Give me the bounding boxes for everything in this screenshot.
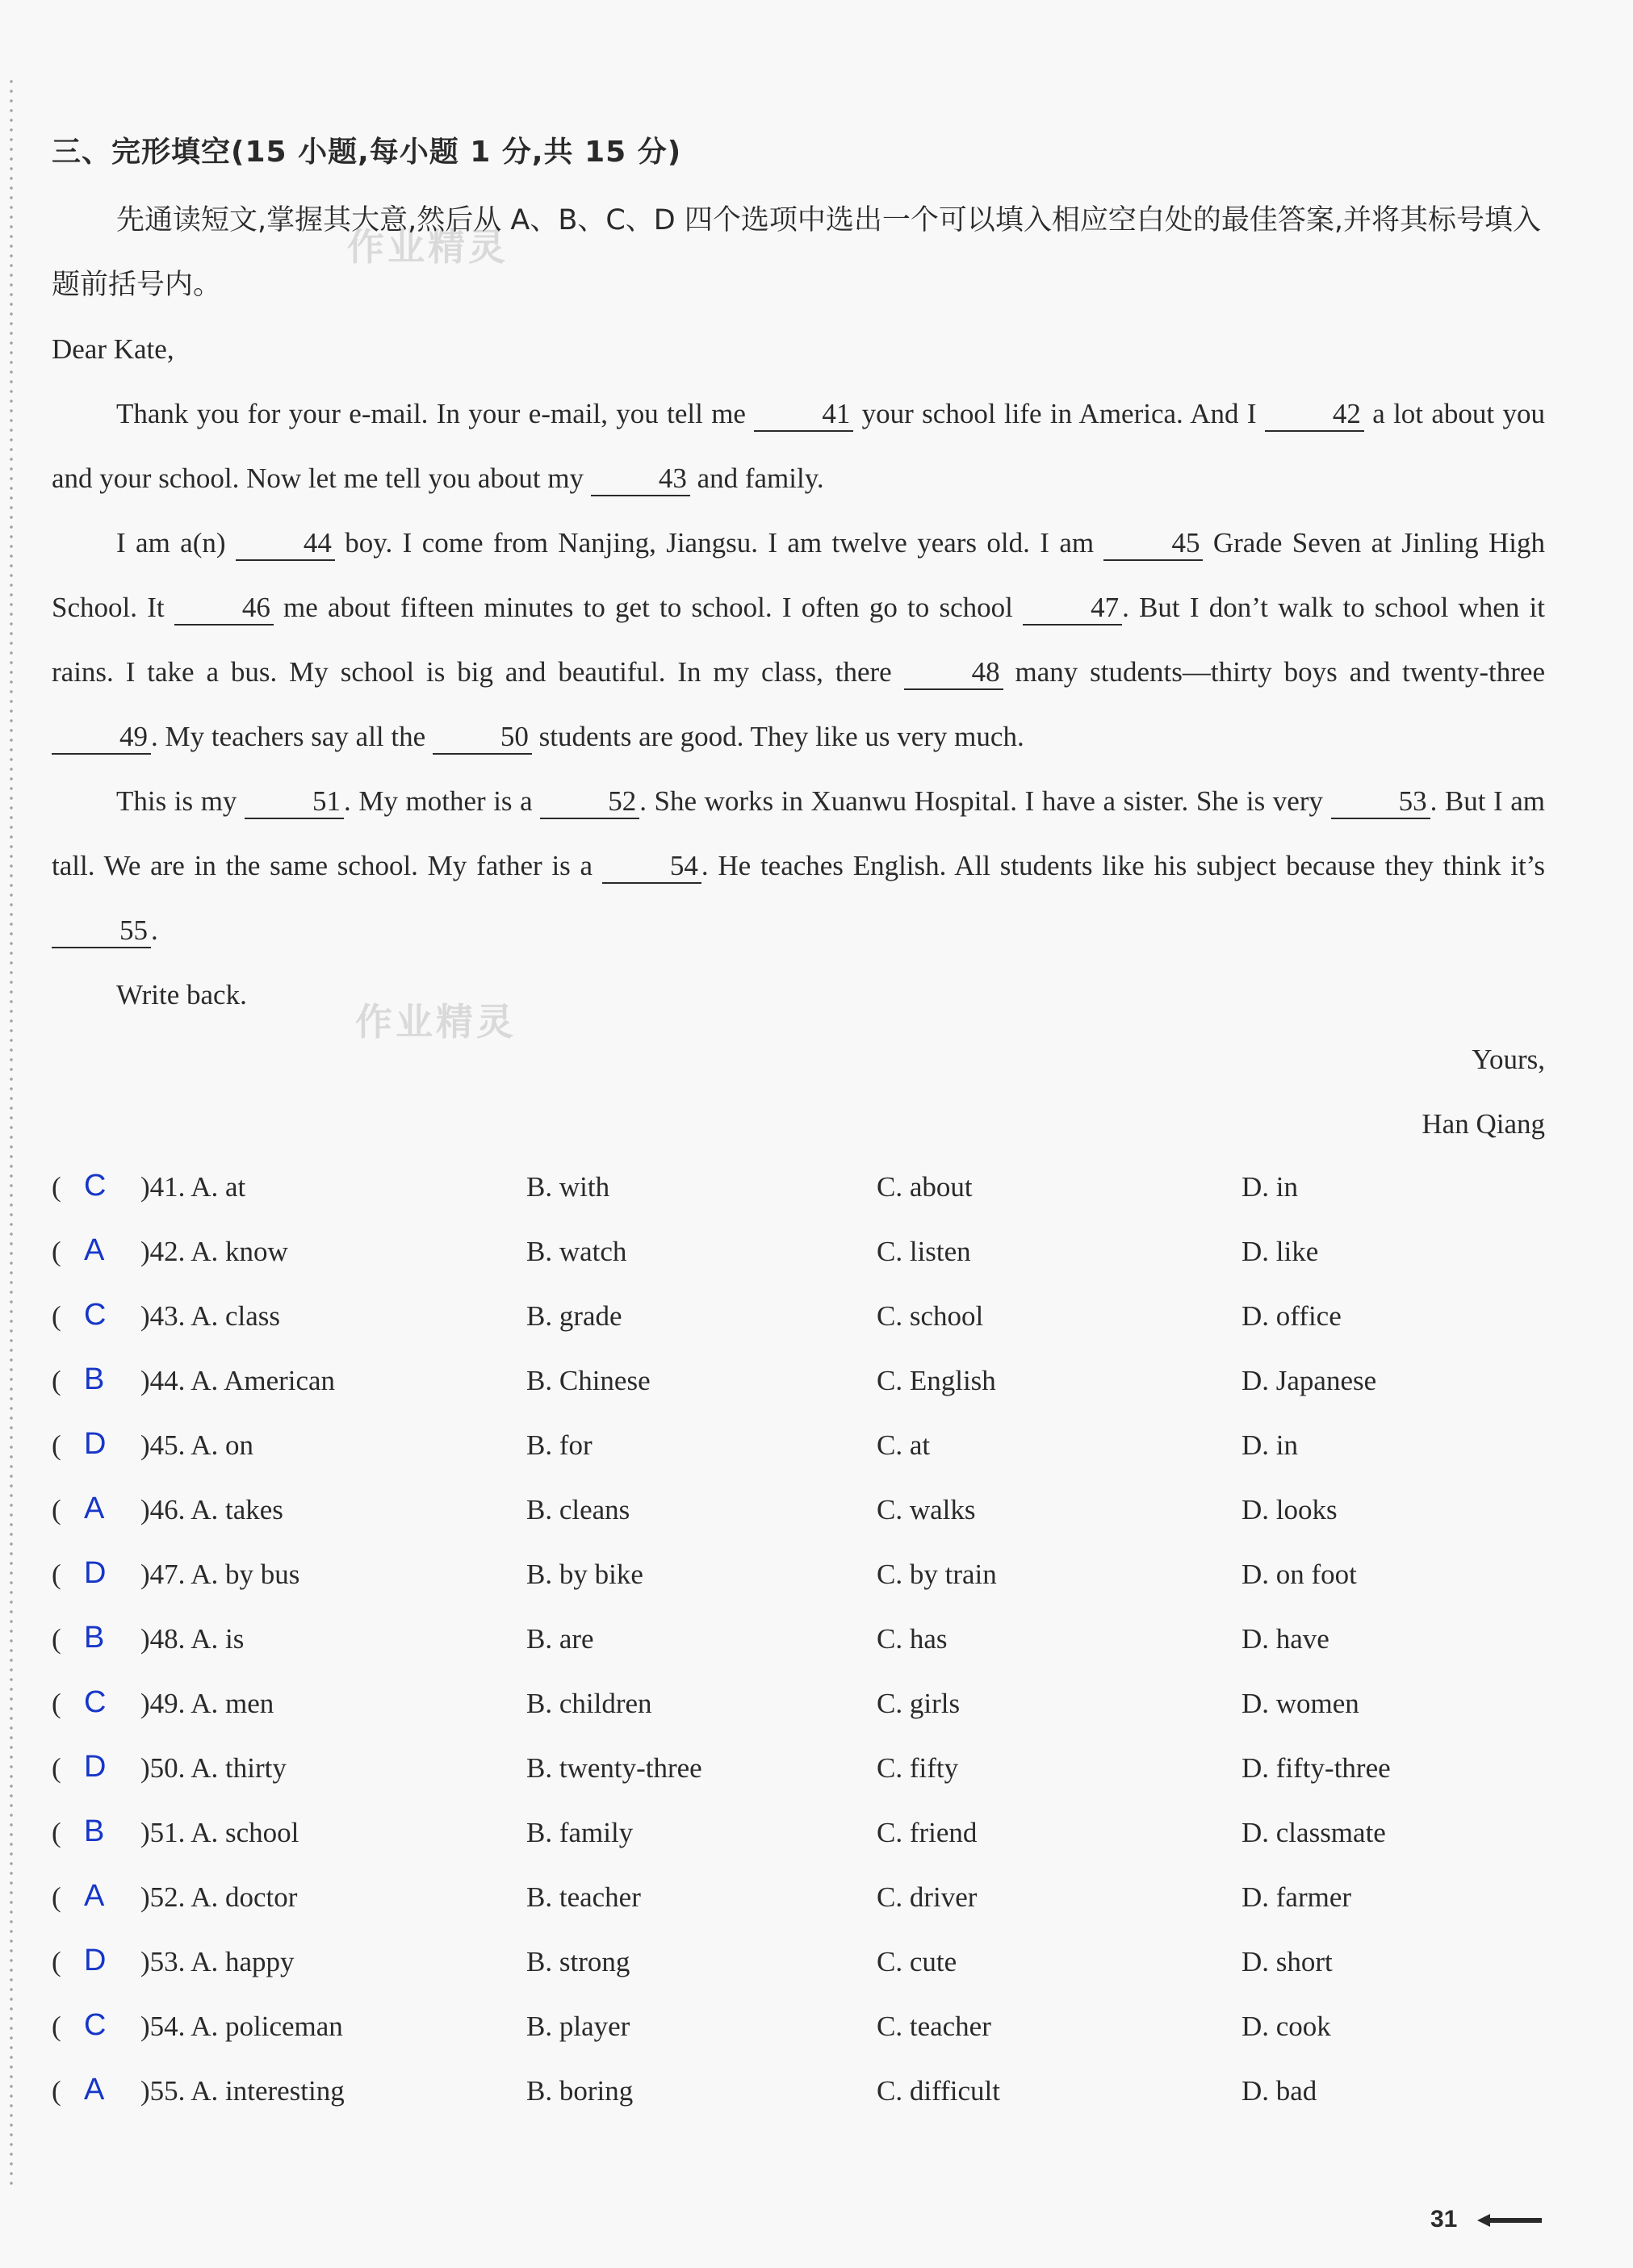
option-d: D. short	[1241, 1946, 1333, 1977]
answer-letter: B	[84, 1814, 105, 1848]
option-d: D. women	[1241, 1688, 1359, 1719]
option-a: )45. A. on	[140, 1429, 253, 1461]
letter-greeting: Dear Kate,	[52, 333, 174, 365]
question-list	[52, 1158, 1545, 2127]
answer-letter: C	[84, 2008, 107, 2042]
answer-letter: A	[84, 2073, 105, 2107]
option-b: B. cleans	[526, 1494, 630, 1525]
option-d: D. have	[1241, 1623, 1329, 1655]
answer-letter: D	[84, 1750, 107, 1784]
option-b: B. grade	[526, 1300, 622, 1332]
option-d: D. in	[1241, 1429, 1298, 1461]
option-d: D. Japanese	[1241, 1365, 1377, 1396]
option-c: C. English	[877, 1365, 996, 1396]
passage-text: me about fifteen minutes to get to school. I often go to school	[273, 592, 1024, 623]
question-row	[52, 1481, 1545, 1546]
blank-50: 50	[433, 721, 532, 755]
watermark: 作业精灵	[355, 1000, 517, 1044]
question-row	[52, 1287, 1545, 1352]
answer-paren-open: (	[52, 1559, 61, 1590]
option-d: D. on foot	[1241, 1559, 1357, 1590]
option-c: C. listen	[877, 1236, 971, 1267]
question-row	[52, 1998, 1545, 2062]
answer-paren-open: (	[52, 2075, 61, 2107]
option-d: D. like	[1241, 1236, 1319, 1267]
option-a: )42. A. know	[140, 1236, 288, 1267]
option-d: D. farmer	[1241, 1881, 1352, 1913]
option-a: )52. A. doctor	[140, 1881, 298, 1913]
option-a: )54. A. policeman	[140, 2011, 343, 2042]
blank-41: 41	[754, 398, 853, 432]
passage-text: students are good. They like us very much.	[531, 721, 1024, 752]
answer-paren-open: (	[52, 1946, 61, 1977]
option-c: C. about	[877, 1171, 973, 1203]
answer-letter: D	[84, 1556, 107, 1590]
answer-paren-open: (	[52, 1623, 61, 1655]
letter-paragraph-1	[52, 382, 1545, 511]
blank-43: 43	[591, 462, 690, 496]
page-number: 31	[1430, 2206, 1458, 2232]
option-d: D. bad	[1241, 2075, 1317, 2107]
answer-paren-open: (	[52, 1494, 61, 1525]
arrow-left-icon	[1477, 2212, 1542, 2228]
option-a: )46. A. takes	[140, 1494, 283, 1525]
passage-text: and family.	[689, 462, 824, 494]
option-b: B. are	[526, 1623, 594, 1655]
answer-paren-open: (	[52, 1752, 61, 1784]
blank-42: 42	[1265, 398, 1364, 432]
answer-paren-open: (	[52, 1881, 61, 1913]
passage-text: . My mother is a	[344, 785, 541, 817]
passage-text: . My teachers say all the	[151, 721, 433, 752]
question-row	[52, 1675, 1545, 1739]
option-a: )44. A. American	[140, 1365, 336, 1396]
option-b: B. with	[526, 1171, 610, 1203]
answer-letter: A	[84, 1492, 105, 1525]
answer-paren-open: (	[52, 1429, 61, 1461]
answer-letter: A	[84, 1233, 105, 1267]
passage-text: many students—thirty boys and twenty-three	[1003, 656, 1545, 688]
answer-letter: A	[84, 1879, 105, 1913]
passage-text: Thank you for your e-mail. In your e-mail, you tell me	[116, 398, 755, 429]
option-c: C. girls	[877, 1688, 961, 1719]
question-row	[52, 1739, 1545, 1804]
passage-text: a lot about you and your school. Now let me tell you about my	[52, 398, 1545, 494]
option-b: B. watch	[526, 1236, 627, 1267]
passage-text: . But I am tall. We are in the same school. My father is a	[52, 785, 1546, 881]
option-c: C. at	[877, 1429, 931, 1461]
passage-text: . He teaches English. All students like his subject because they think it’s	[701, 850, 1546, 881]
watermark: 作业精灵	[347, 225, 509, 269]
option-a: )43. A. class	[140, 1300, 281, 1332]
answer-paren-open: (	[52, 2011, 61, 2042]
option-c: C. cute	[877, 1946, 957, 1977]
option-c: C. driver	[877, 1881, 978, 1913]
blank-46: 46	[174, 592, 274, 626]
question-row	[52, 1804, 1545, 1868]
instructions: 先通读短文,掌握其大意,然后从 A、B、C、D 四个选项中选出一个可以填入相应空白处的最佳答案,并将其标号填入题前括号内。	[52, 204, 1541, 301]
option-c: C. school	[877, 1300, 984, 1332]
option-d: D. in	[1241, 1171, 1298, 1203]
section-title: 三、完形填空(15 小题,每小题 1 分,共 15 分)	[52, 136, 682, 169]
option-b: B. family	[526, 1817, 634, 1848]
passage-text: This is my	[116, 785, 245, 817]
option-a: )49. A. men	[140, 1688, 274, 1719]
question-row	[52, 1416, 1545, 1481]
option-d: D. office	[1241, 1300, 1342, 1332]
answer-letter: C	[84, 1298, 107, 1332]
answer-letter: B	[84, 1362, 105, 1396]
option-d: D. cook	[1241, 2011, 1331, 2042]
answer-letter: C	[84, 1685, 107, 1719]
answer-paren-open: (	[52, 1365, 61, 1396]
passage-text: . She works in Xuanwu Hospital. I have a sister. She is very	[639, 785, 1331, 817]
option-a: )47. A. by bus	[140, 1559, 300, 1590]
content	[52, 129, 1545, 2127]
option-a: )48. A. is	[140, 1623, 245, 1655]
passage-text: .	[151, 914, 158, 946]
question-row	[52, 1868, 1545, 1933]
question-row	[52, 2062, 1545, 2127]
question-row	[52, 1352, 1545, 1416]
option-c: C. friend	[877, 1817, 978, 1848]
passage-text: . But I don’t walk to school when it rains. I take a bus. My school is big and beautiful. In my class, there	[52, 592, 1546, 688]
answer-paren-open: (	[52, 1300, 61, 1332]
letter-paragraph-3	[52, 769, 1545, 963]
option-d: D. fifty-three	[1241, 1752, 1391, 1784]
blank-45: 45	[1103, 527, 1203, 561]
option-b: B. player	[526, 2011, 630, 2042]
option-a: )41. A. at	[140, 1171, 246, 1203]
option-b: B. Chinese	[526, 1365, 651, 1396]
blank-51: 51	[245, 785, 344, 819]
option-b: B. children	[526, 1688, 652, 1719]
answer-letter: C	[84, 1169, 107, 1203]
option-b: B. for	[526, 1429, 592, 1461]
passage-text: Grade Seven at Jinling High School. It	[52, 527, 1545, 623]
answer-letter: D	[84, 1944, 107, 1977]
question-row	[52, 1546, 1545, 1610]
passage-text: I am a(n)	[116, 527, 236, 559]
blank-44: 44	[236, 527, 335, 561]
option-d: D. looks	[1241, 1494, 1338, 1525]
option-a: )53. A. happy	[140, 1946, 295, 1977]
option-a: )55. A. interesting	[140, 2075, 345, 2107]
letter-paragraph-2	[52, 511, 1545, 769]
blank-52: 52	[540, 785, 639, 819]
binding-dotted-edge	[6, 77, 16, 2191]
question-row	[52, 1933, 1545, 1998]
passage-text: boy. I come from Nanjing, Jiangsu. I am twelve years old. I am	[334, 527, 1104, 559]
option-c: C. fifty	[877, 1752, 959, 1784]
option-b: B. teacher	[526, 1881, 641, 1913]
answer-paren-open: (	[52, 1688, 61, 1719]
option-b: B. by bike	[526, 1559, 643, 1590]
option-c: C. by train	[877, 1559, 997, 1590]
option-c: C. has	[877, 1623, 948, 1655]
option-c: C. teacher	[877, 2011, 991, 2042]
blank-53: 53	[1331, 785, 1430, 819]
passage-text: your school life in America. And I	[853, 398, 1265, 429]
option-a: )51. A. school	[140, 1817, 299, 1848]
blank-54: 54	[602, 850, 701, 884]
answer-letter: D	[84, 1427, 107, 1461]
option-b: B. boring	[526, 2075, 634, 2107]
answer-letter: B	[84, 1621, 105, 1655]
option-b: B. twenty-three	[526, 1752, 702, 1784]
letter-sign-off: Yours,	[1472, 1044, 1545, 1075]
blank-47: 47	[1023, 592, 1122, 626]
answer-paren-open: (	[52, 1236, 61, 1267]
letter-closing: Write back.	[116, 979, 247, 1011]
option-c: C. walks	[877, 1494, 976, 1525]
question-row	[52, 1610, 1545, 1675]
question-row	[52, 1223, 1545, 1287]
letter-signature: Han Qiang	[1422, 1108, 1545, 1140]
question-row	[52, 1158, 1545, 1223]
option-a: )50. A. thirty	[140, 1752, 287, 1784]
blank-55: 55	[52, 914, 151, 948]
option-d: D. classmate	[1241, 1817, 1386, 1848]
answer-paren-open: (	[52, 1817, 61, 1848]
blank-48: 48	[904, 656, 1003, 690]
option-b: B. strong	[526, 1946, 630, 1977]
blank-49: 49	[52, 721, 151, 755]
option-c: C. difficult	[877, 2075, 1000, 2107]
answer-paren-open: (	[52, 1171, 61, 1203]
